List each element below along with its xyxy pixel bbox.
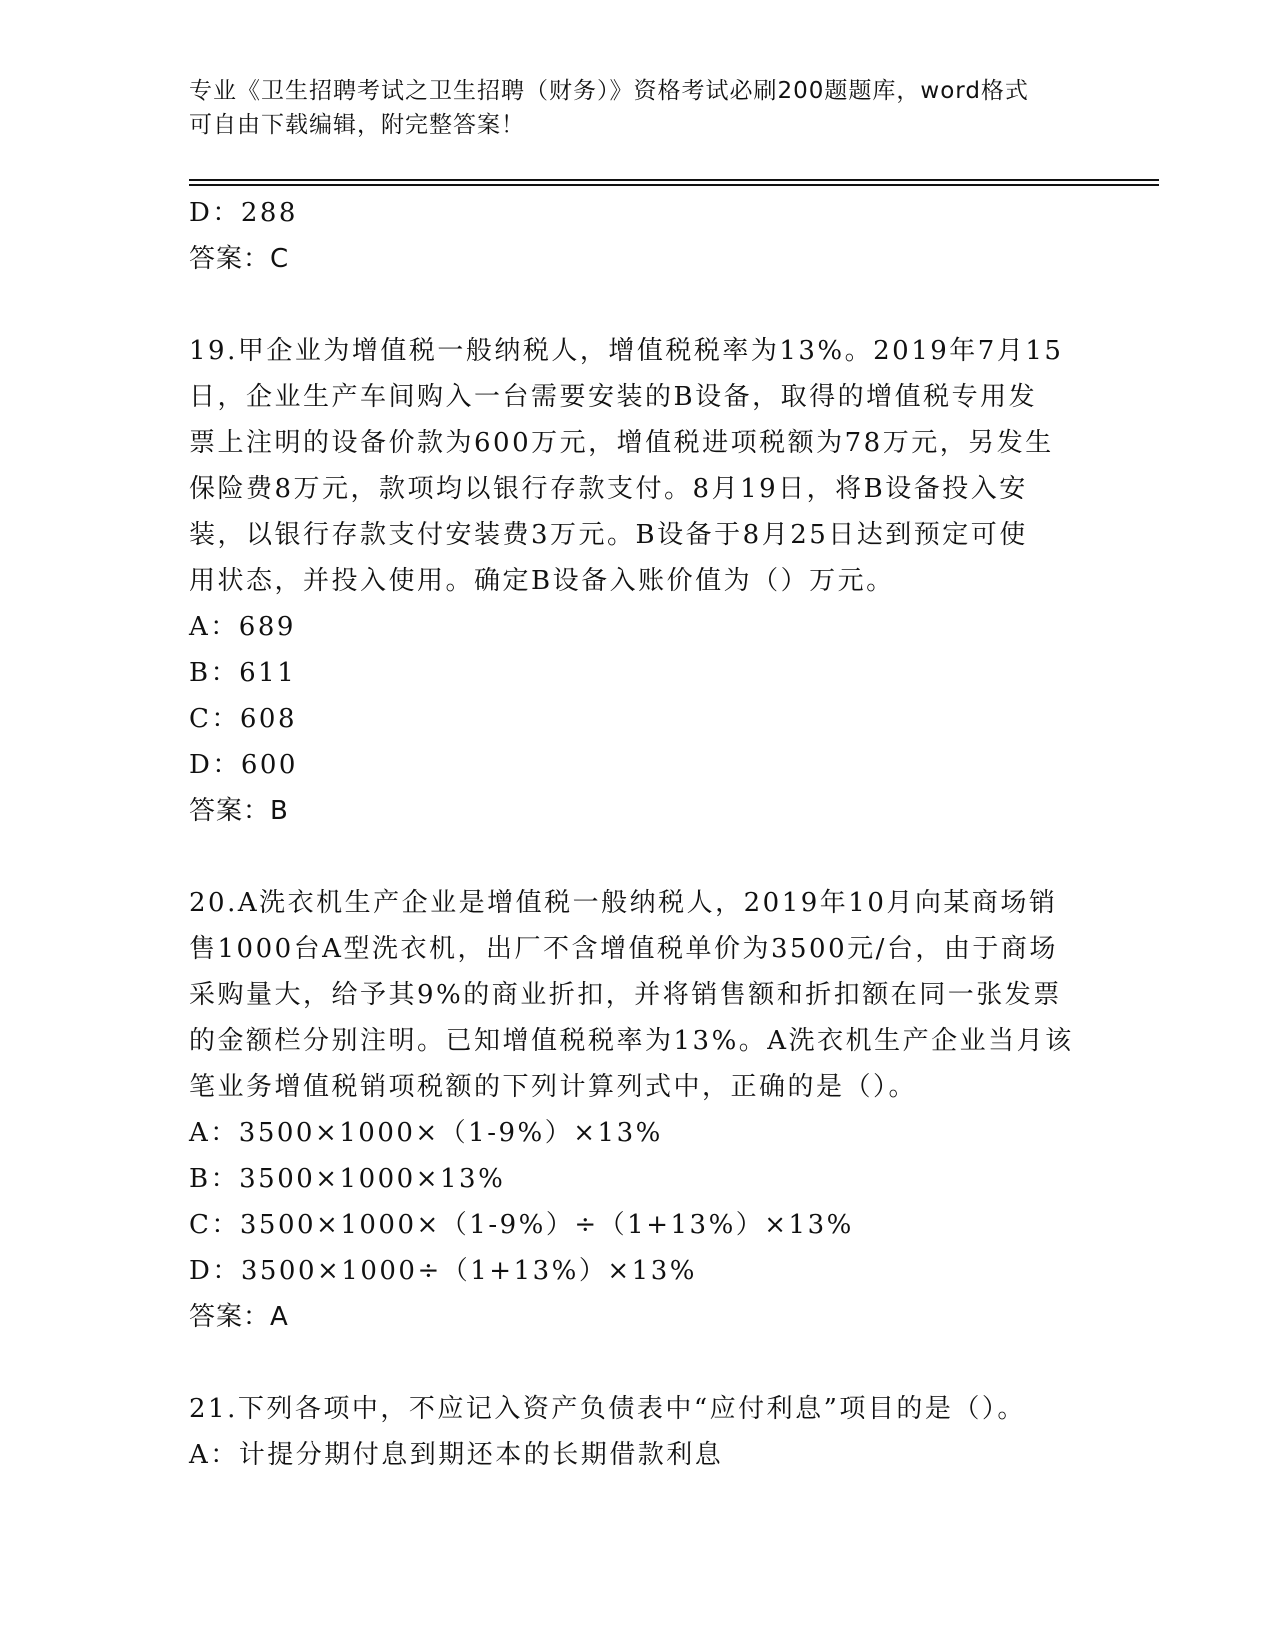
- question-line: 笔业务增值税销项税额的下列计算列式中，正确的是（）。: [189, 1072, 918, 1102]
- question-19-option-c: C：608: [189, 704, 298, 734]
- question-line: 用状态，并投入使用。确定B设备入账价值为（）万元。: [189, 566, 895, 596]
- prev-option-d: D：288: [189, 198, 298, 228]
- question-20-option-d: D：3500×1000÷（1+13%）×13%: [189, 1256, 697, 1286]
- question-21: [189, 1386, 1089, 1478]
- question-19-option-d: D：600: [189, 750, 298, 780]
- question-line: 保险费8万元，款项均以银行存款支付。8月19日，将B设备投入安: [189, 474, 1028, 504]
- question-line: 日，企业生产车间购入一台需要安装的B设备，取得的增值税专用发: [189, 382, 1038, 412]
- question-19: [189, 328, 1089, 834]
- question-line: 21.下列各项中，不应记入资产负债表中“应付利息”项目的是（）。: [189, 1394, 1026, 1424]
- question-20-option-c: C：3500×1000×（1-9%）÷（1+13%）×13%: [189, 1210, 854, 1240]
- question-21-text: [189, 1386, 1089, 1432]
- question-20-text: [189, 880, 1089, 1110]
- question-20-option-a: A：3500×1000×（1-9%）×13%: [189, 1118, 663, 1148]
- header-rule-top: [189, 179, 1159, 181]
- question-19-option-a: A：689: [189, 612, 296, 642]
- page-content: [189, 190, 1089, 1478]
- spacer: [189, 282, 1089, 328]
- question-19-option-b: B：611: [189, 658, 297, 688]
- question-20-option-b: B：3500×1000×13%: [189, 1164, 506, 1194]
- header-line-2: 可自由下载编辑，附完整答案！: [189, 112, 525, 138]
- header-rule-bottom: [189, 184, 1159, 186]
- spacer: [189, 834, 1089, 880]
- spacer: [189, 1340, 1089, 1386]
- header-line-1: 专业《卫生招聘考试之卫生招聘（财务）》资格考试必刷200题题库，word格式: [189, 78, 1029, 104]
- question-line: 装，以银行存款支付安装费3万元。B设备于8月25日达到预定可使: [189, 520, 1028, 550]
- question-20: [189, 880, 1089, 1340]
- question-line: 20.A洗衣机生产企业是增值税一般纳税人，2019年10月向某商场销: [189, 888, 1058, 918]
- question-line: 票上注明的设备价款为600万元，增值税进项税额为78万元，另发生: [189, 428, 1054, 458]
- question-21-option-a: A：计提分期付息到期还本的长期借款利息: [189, 1440, 724, 1470]
- question-19-answer: 答案：B: [189, 796, 289, 826]
- question-19-text: [189, 328, 1089, 604]
- question-20-answer: 答案：A: [189, 1302, 289, 1332]
- question-line: 的金额栏分别注明。已知增值税税率为13%。A洗衣机生产企业当月该: [189, 1026, 1074, 1056]
- page-header: [189, 74, 1069, 142]
- question-line: 售1000台A型洗衣机，出厂不含增值税单价为3500元/台，由于商场: [189, 934, 1058, 964]
- question-line: 19.甲企业为增值税一般纳税人，增值税税率为13%。2019年7月15: [189, 336, 1064, 366]
- question-line: 采购量大，给予其9%的商业折扣，并将销售额和折扣额在同一张发票: [189, 980, 1062, 1010]
- prev-answer: 答案：C: [189, 244, 290, 274]
